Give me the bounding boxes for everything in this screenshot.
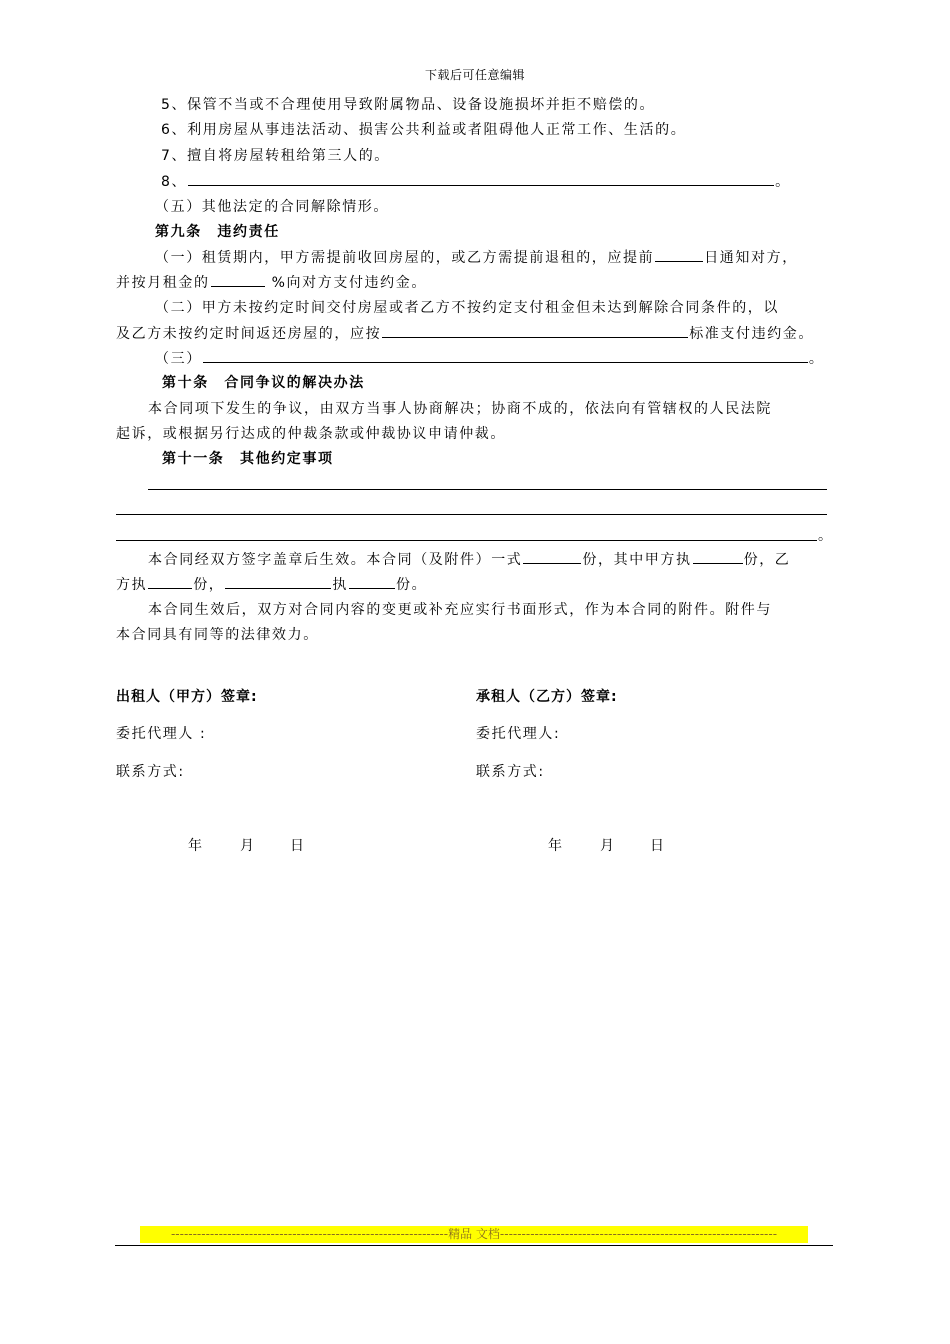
header-note: 下载后可任意编辑 xyxy=(424,68,525,82)
article-9-p3-b: 。 xyxy=(808,351,825,367)
lessor-date-year: 年 xyxy=(188,838,204,854)
article-11-line-1[interactable] xyxy=(148,489,827,490)
lessor-date-month: 月 xyxy=(240,838,256,854)
effect-g: 份。 xyxy=(396,577,428,593)
copies-party-a-blank[interactable] xyxy=(693,549,743,564)
effect-line2 xyxy=(116,574,427,595)
item-8-blank[interactable] xyxy=(188,171,774,186)
lessee-date-year: 年 xyxy=(548,838,564,854)
effect-e: 份， xyxy=(193,577,225,593)
copies-other-blank[interactable] xyxy=(349,574,395,589)
article-11-line-2[interactable] xyxy=(116,514,827,515)
copies-total-blank[interactable] xyxy=(523,549,581,564)
amend-line1: 本合同生效后，双方对合同内容的变更或补充应实行书面形式，作为本合同的附件。附件与 xyxy=(148,602,772,618)
footer-banner xyxy=(140,1226,808,1243)
article-9-p3-blank[interactable] xyxy=(203,348,808,363)
penalty-percent-blank[interactable] xyxy=(211,272,265,287)
lessee-date-day: 日 xyxy=(650,838,666,854)
article-11-end: 。 xyxy=(818,528,834,544)
penalty-standard-blank[interactable] xyxy=(382,323,688,338)
article-9-p1-line2 xyxy=(116,272,427,293)
lessee-signature-label: 承租人（乙方）签章: xyxy=(476,689,618,705)
article-9-p1-b: 日通知对方， xyxy=(704,250,798,266)
lessee-agent-label: 委托代理人: xyxy=(476,726,561,742)
footer-label: 精品 文档 xyxy=(448,1227,500,1241)
article-10-body-line1: 本合同项下发生的争议，由双方当事人协商解决；协商不成的，依法向有管辖权的人民法院 xyxy=(148,401,772,417)
effect-d: 方执 xyxy=(116,577,148,593)
footer-right-dashes: ---------------------------------------------------------------- xyxy=(499,1227,778,1241)
copies-party-b-blank[interactable] xyxy=(148,574,192,589)
item-8 xyxy=(161,171,791,192)
article-9-p2-b: 及乙方未按约定时间返还房屋的，应按 xyxy=(116,326,382,342)
amend-line2: 本合同具有同等的法律效力。 xyxy=(116,627,319,643)
article-11-title: 第十一条 其他约定事项 xyxy=(162,451,334,467)
article-9-p1-c: 并按月租金的 xyxy=(116,275,210,291)
effect-c: 份，乙 xyxy=(743,552,791,568)
article-9-p1-line1 xyxy=(155,247,798,268)
article-9-p1-a: （一）租赁期内，甲方需提前收回房屋的，或乙方需提前退租的，应提前 xyxy=(155,250,655,266)
effect-f: 执 xyxy=(332,577,349,593)
footer-left-dashes: ---------------------------------------------------------------- xyxy=(170,1227,449,1241)
effect-a: 本合同经双方签字盖章后生效。本合同（及附件）一式 xyxy=(148,552,523,568)
article-9-p1-d: %向对方支付违约金。 xyxy=(265,275,427,291)
article-10-body-line2: 起诉，或根据另行达成的仲裁条款或仲裁协议申请仲裁。 xyxy=(116,426,506,442)
article-9-p3-a: （三） xyxy=(155,351,202,367)
item-5: 5、保管不当或不合理使用导致附属物品、设备设施损坏并拒不赔偿的。 xyxy=(161,97,656,113)
lessor-date-day: 日 xyxy=(290,838,306,854)
article-11-line-3[interactable] xyxy=(116,540,817,541)
lessee-date-month: 月 xyxy=(600,838,616,854)
item-7: 7、擅自将房屋转租给第三人的。 xyxy=(161,148,390,164)
item-8-suffix: 。 xyxy=(775,174,791,190)
article-10-title: 第十条 合同争议的解决办法 xyxy=(162,375,365,391)
article-9-p2-c: 标准支付违约金。 xyxy=(689,326,815,342)
article-9-title: 第九条 违约责任 xyxy=(155,224,280,240)
notice-days-blank[interactable] xyxy=(655,247,703,262)
article-9-p2-line2 xyxy=(116,323,814,344)
effect-line1 xyxy=(148,549,790,570)
lessor-contact-label: 联系方式: xyxy=(116,764,185,780)
lessor-signature-label: 出租人（甲方）签章: xyxy=(116,689,258,705)
lessor-agent-label: 委托代理人 : xyxy=(116,726,207,742)
item-6: 6、利用房屋从事违法活动、损害公共利益或者阻碍他人正常工作、生活的。 xyxy=(161,122,687,138)
item-8-prefix: 8、 xyxy=(161,174,188,190)
article-9-p2-line1: （二）甲方未按约定时间交付房屋或者乙方不按约定支付租金但未达到解除合同条件的，以 xyxy=(155,300,779,316)
article-9-p3 xyxy=(155,348,824,369)
effect-b: 份，其中甲方执 xyxy=(582,552,692,568)
item-five: （五）其他法定的合同解除情形。 xyxy=(155,199,389,215)
other-holder-blank[interactable] xyxy=(225,574,331,589)
footer-divider xyxy=(115,1245,833,1246)
lessee-contact-label: 联系方式: xyxy=(476,764,545,780)
